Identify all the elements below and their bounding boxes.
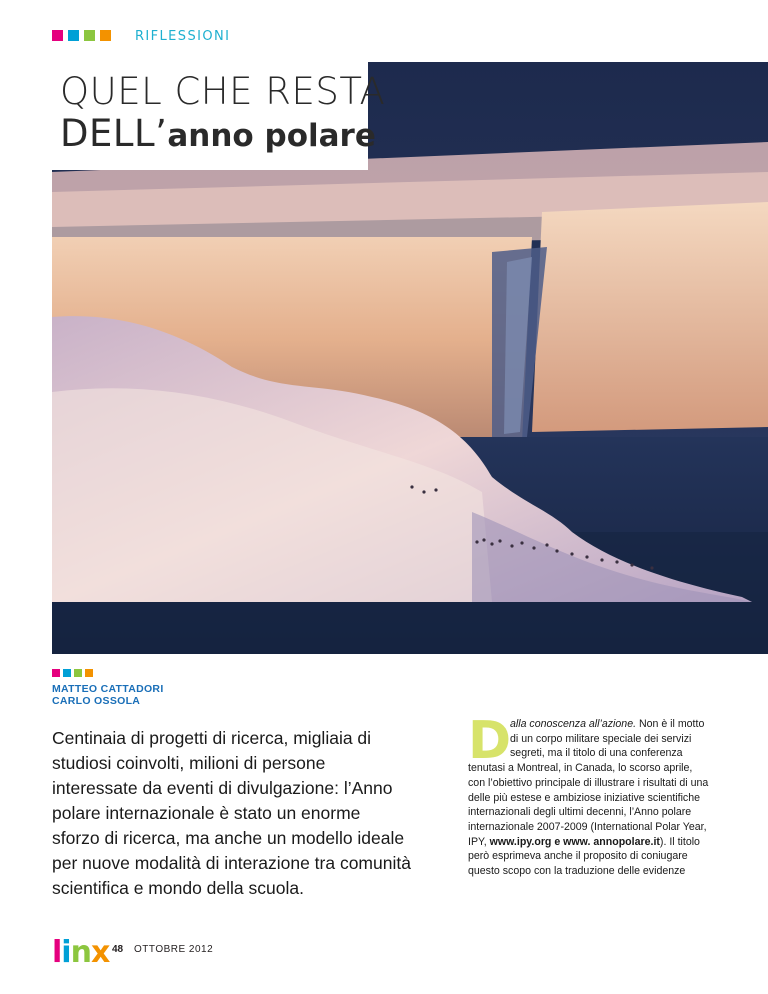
page-number: 48 bbox=[112, 944, 124, 955]
page-title-line2 bbox=[60, 114, 376, 156]
header-square-magenta bbox=[52, 30, 63, 41]
article-body bbox=[468, 711, 710, 879]
header-square-green bbox=[84, 30, 95, 41]
article-text-2: ). Il titolo però esprimeva anche il proposito di coniugare questo scopo con la traduzione delle evidenze bbox=[468, 835, 700, 878]
page-date: OTTOBRE 2012 bbox=[134, 944, 214, 955]
author-2: CARLO OSSOLA bbox=[52, 695, 141, 707]
author-1: MATTEO CATTADORI bbox=[52, 683, 164, 695]
author-square-green bbox=[74, 669, 82, 677]
lead-paragraph: Centinaia di progetti di ricerca, migliaia di studiosi coinvolti, milioni di persone interessate da eventi di divulgazione: l’Anno polare internazionale è stato un enorme sforzo di ricerca, ma anche un modello ideale per nuove modalità di interazione tra comunità scientifica e mondo della scuola. bbox=[52, 728, 411, 898]
author-square-magenta bbox=[52, 669, 60, 677]
drop-cap: D bbox=[468, 711, 512, 771]
title-bold-part: anno polare bbox=[167, 118, 376, 154]
section-label: RIFLESSIONI bbox=[135, 29, 231, 44]
article-text-1: Non è il motto di un corpo militare speciale dei servizi segreti, ma il titolo di una conferenza tenutasi a Montreal, in Canada, lo scorso aprile, con l’obiettivo principale di illustrare i risultati di una delle più estese e ambiziose iniziative scientifiche internazionali degli ultimi decenni, l’Anno polare internazionale 2007-2009 (International Polar Year, IPY, bbox=[468, 718, 709, 848]
author-square-orange bbox=[85, 669, 93, 677]
article-intro: alla conoscenza all’azione. bbox=[510, 718, 637, 730]
page-title-line1: QUEL CHE RESTA bbox=[60, 70, 386, 113]
article-link[interactable]: www.ipy.org e www. annopolare.it bbox=[489, 835, 660, 848]
authors bbox=[52, 683, 164, 707]
title-box bbox=[52, 62, 386, 170]
header-square-cyan bbox=[68, 30, 79, 41]
title-light-part: DELL’ bbox=[60, 112, 168, 155]
author-square-cyan bbox=[63, 669, 71, 677]
linx-logo: linx bbox=[52, 935, 110, 970]
header-square-orange bbox=[100, 30, 111, 41]
